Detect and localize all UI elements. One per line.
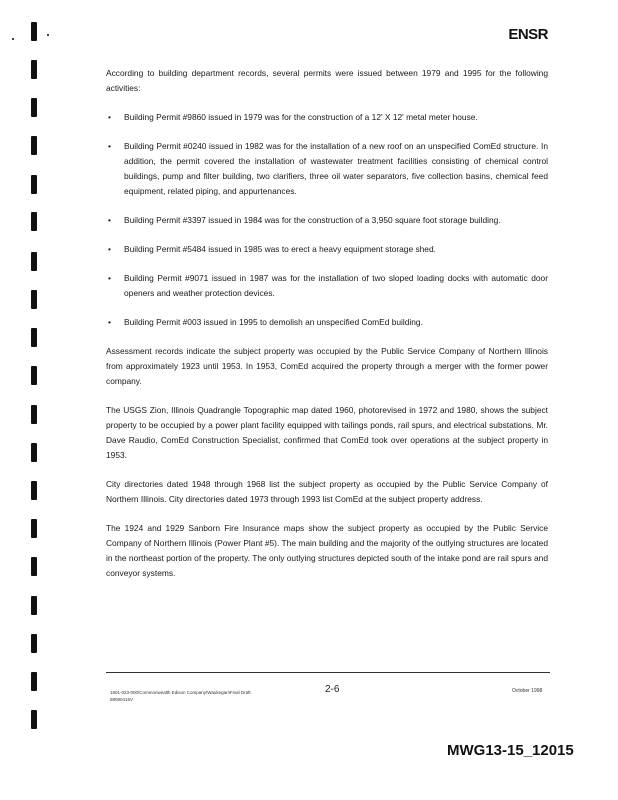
sanborn-paragraph: The 1924 and 1929 Sanborn Fire Insurance maps show the subject property as occupied by the Public Service Company of Northern Illinois (Power Plant #5). The main building and the majority of the outlying structures are located in the northeast portion of the property. The only outlying structures depicted south of the intake pond are rail spurs and conveyor systems. xyxy=(106,523,548,578)
binder-punch-mark xyxy=(31,596,37,615)
city-directories-paragraph: City directories dated 1948 through 1968 list the subject property as occupied by the Public Service Company of Northern Illinois. City directories dated 1973 through 1993 list ComEd at the subject property address. xyxy=(106,479,548,504)
usgs-paragraph: The USGS Zion, Illinois Quadrangle Topographic map dated 1960, photorevised in 1972 and 1980, shows the subject property to be occupied by a power plant facility equipped with tailings ponds, rail spurs, and electrical substations. Mr. Dave Raudio, ComEd Construction Specialist, confirmed that ComEd took over operations at the subject property in 1953. xyxy=(106,405,548,460)
company-logo: ENSR xyxy=(508,26,548,43)
permit-text: Building Permit #5484 issued in 1985 was to erect a heavy equipment storage shed. xyxy=(124,244,436,254)
bates-number: MWG13-15_12015 xyxy=(447,742,574,759)
binder-punch-mark xyxy=(31,22,37,41)
bullet-icon: • xyxy=(108,317,111,327)
footer-file-code: 98080415V xyxy=(110,697,134,702)
assessment-paragraph: Assessment records indicate the subject property was occupied by the Public Service Company of Northern Illinois from approximately 1923 until 1953. In 1953, ComEd acquired the property through a merger with the former power company. xyxy=(106,346,548,386)
binder-punch-mark xyxy=(31,672,37,691)
binder-punch-mark xyxy=(31,175,37,194)
binder-punch-mark xyxy=(31,212,37,231)
permit-list xyxy=(106,110,548,330)
permit-text: Building Permit #9860 issued in 1979 was for the construction of a 12' X 12' metal meter house. xyxy=(124,112,478,122)
document-body xyxy=(106,66,548,595)
permit-list-item xyxy=(106,242,548,257)
footer-date: October 1998 xyxy=(512,688,543,694)
binder-punch-mark xyxy=(31,60,37,79)
permit-list-item xyxy=(106,271,548,301)
binder-punch-mark xyxy=(31,366,37,385)
bullet-icon: • xyxy=(108,141,111,151)
bullet-icon: • xyxy=(108,273,111,283)
footer-divider xyxy=(106,672,550,673)
binder-punch-mark xyxy=(31,634,37,653)
binder-punch-mark xyxy=(31,290,37,309)
binder-punch-mark xyxy=(31,98,37,117)
binder-punch-mark xyxy=(31,405,37,424)
permit-list-item xyxy=(106,139,548,199)
binder-punch-mark xyxy=(31,252,37,271)
binder-punch-mark xyxy=(31,481,37,500)
scan-speck xyxy=(12,38,14,40)
bullet-icon: • xyxy=(108,112,111,122)
permit-text: Building Permit #3397 issued in 1984 was for the construction of a 3,950 square foot storage building. xyxy=(124,215,501,225)
permit-text: Building Permit #0240 issued in 1982 was for the installation of a new roof on an unspecified ComEd structure. In addition, the permit covered the installation of wastewater treatment facilities consisting of chemical control buildings, pump and filter building, two clarifiers, three oil water separators, five collection basins, chemical feed equipment, related piping, and appurtenances. xyxy=(124,141,548,196)
permit-text: Building Permit #9071 issued in 1987 was for the installation of two sloped loading docks with automatic door openers and weather protection devices. xyxy=(124,273,548,298)
footer-file-path: 1801-023-000\Commonwealth Edison Company\Waukegan\Final Draft xyxy=(110,690,251,695)
bullet-icon: • xyxy=(108,215,111,225)
binder-punch-mark xyxy=(31,443,37,462)
binder-punch-mark xyxy=(31,519,37,538)
intro-paragraph: According to building department records, several permits were issued between 1979 and 1995 for the following activities: xyxy=(106,68,548,93)
permit-text: Building Permit #003 issued in 1995 to demolish an unspecified ComEd building. xyxy=(124,317,423,327)
page-number: 2-6 xyxy=(325,684,340,695)
footer-file-reference xyxy=(110,689,251,703)
binder-punch-mark xyxy=(31,557,37,576)
permit-list-item xyxy=(106,213,548,228)
binder-punch-mark xyxy=(31,328,37,347)
binder-punch-mark xyxy=(31,136,37,155)
permit-list-item xyxy=(106,110,548,125)
binder-punch-mark xyxy=(31,710,37,729)
scan-speck xyxy=(47,34,49,36)
bullet-icon: • xyxy=(108,244,111,254)
permit-list-item xyxy=(106,315,548,330)
